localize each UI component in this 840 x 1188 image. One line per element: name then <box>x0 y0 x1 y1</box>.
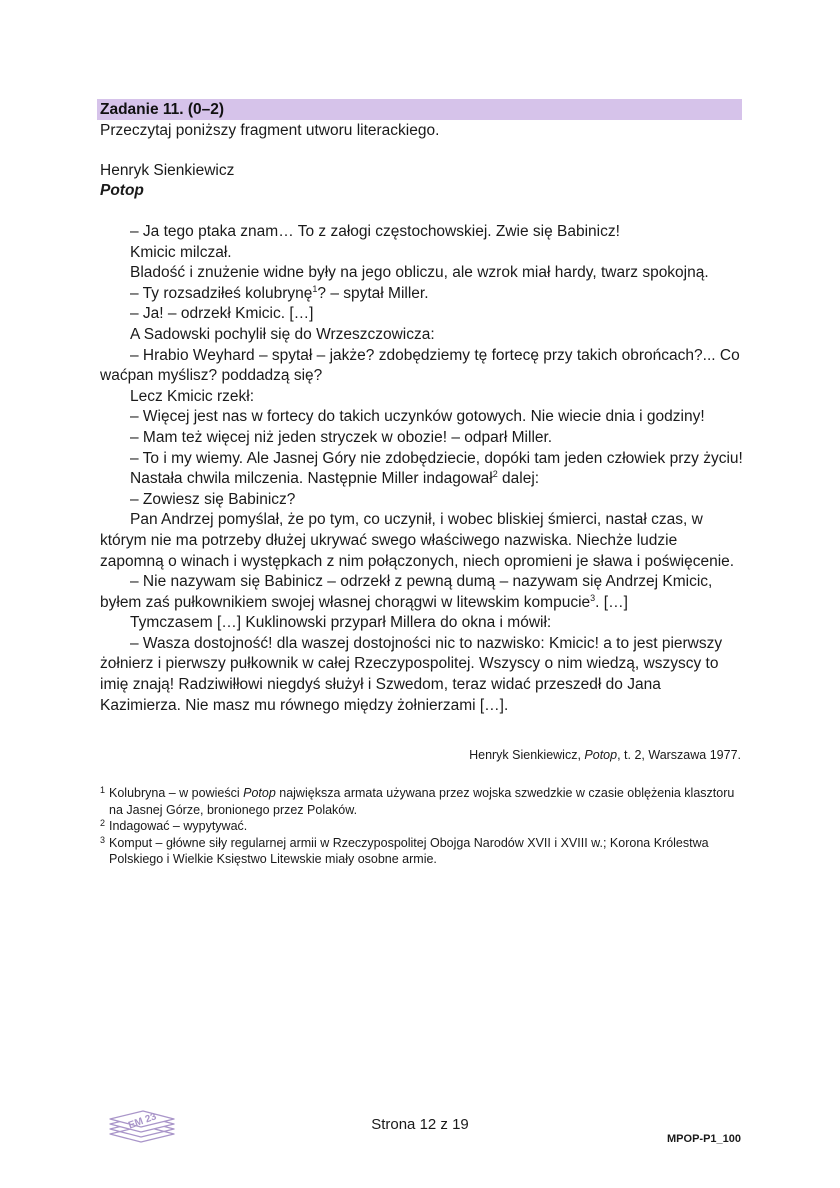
footnote-text: Indagować – wypytywać. <box>109 819 248 834</box>
passage-text: – Nie nazywam się Babinicz – odrzekł z pewną dumą – nazywam się Andrzej Kmicic, byłem zaś pułkownikiem swojej własnej chorągwi w litewskim kompucie <box>100 573 713 611</box>
passage-paragraph: – Mam też więcej niż jeden stryczek w obozie! – odparł Miller. <box>130 428 553 446</box>
passage-paragraph: Kmicic milczał. <box>130 243 232 261</box>
page-number: Strona 12 z 19 <box>371 1116 469 1133</box>
footnote-item <box>100 785 740 818</box>
passage-paragraph <box>100 469 745 490</box>
passage-text: Nastała chwila milczenia. Następnie Miller indagował <box>130 470 493 488</box>
footnote-number: 3 <box>100 834 106 845</box>
passage-paragraph: – Zowiesz się Babinicz? <box>130 490 296 508</box>
passage-paragraph: Tymczasem […] Kuklinowski przyparł Millera do okna i mówił: <box>130 614 552 632</box>
source-author: Henryk Sienkiewicz, <box>469 748 585 762</box>
passage-paragraph: – Ja tego ptaka znam… To z załogi częstochowskiej. Zwie się Babinicz! <box>130 223 620 240</box>
source-citation <box>100 747 741 763</box>
footnote-text: największa armata używana przez wojska szwedzkie w czasie oblężenia klasztoru na Jasnej Górze, bronionego przez Polaków. <box>109 786 735 817</box>
passage-paragraph: Pan Andrzej pomyślał, że po tym, co uczynił, i wobec bliskiej śmierci, nastał czas, w którym nie ma potrzeby dłużej ukrywać swego właściwego nazwiska. Niechże ludzie zapomną o winach i występkach z nim połączonych, niech opromieni je sława i poświęcenie. <box>100 511 735 570</box>
footnote-item <box>100 818 740 835</box>
work-title: Potop <box>100 182 144 199</box>
passage-paragraph <box>100 284 745 305</box>
passage-text: ? – spytał Miller. <box>317 284 429 302</box>
author-name: Henryk Sienkiewicz <box>100 162 235 179</box>
passage-paragraph: Bladość i znużenie widne były na jego obliczu, ale wzrok miał hardy, twarz spokojną. <box>130 264 709 282</box>
passage-paragraph: – Więcej jest nas w fortecy do takich uczynków gotowych. Nie wiecie dnia i godziny! <box>130 408 705 426</box>
footnote-item <box>100 835 740 868</box>
literary-passage <box>100 222 745 716</box>
footnote-text: Kolubryna – w powieści <box>109 786 244 800</box>
footnote-reference: 2 <box>492 468 498 479</box>
passage-paragraph: – Hrabio Weyhard – spytał – jakże? zdobędziemy tę fortecę przy takich obrońcach?... Co waćpan myślisz? poddadzą się? <box>100 346 740 385</box>
passage-text: dalej: <box>497 470 540 488</box>
footnotes <box>100 785 740 868</box>
passage-paragraph: – To i my wiemy. Ale Jasnej Góry nie zdobędziecie, dopóki tam jeden człowiek przy życiu! <box>130 449 743 467</box>
footnote-italic-text: Potop <box>243 786 276 800</box>
footnote-number: 1 <box>100 785 106 795</box>
passage-text: – Ty rozsadziłeś kolubrynę <box>130 284 313 302</box>
passage-paragraph: A Sadowski pochylił się do Wrzeszczowicza: <box>130 325 435 343</box>
footnote-reference: 1 <box>312 283 318 294</box>
logo-text: EM 23 <box>127 1111 158 1132</box>
document-code: MPOP-P1_100 <box>667 1133 741 1145</box>
task-instruction: Przeczytaj poniższy fragment utworu literackiego. <box>100 122 440 139</box>
task-title: Zadanie 11. (0–2) <box>100 101 225 118</box>
passage-paragraph: – Ja! – odrzekł Kmicic. […] <box>130 305 314 323</box>
source-details: , t. 2, Warszawa 1977. <box>617 748 741 762</box>
passage-paragraph: Lecz Kmicic rzekł: <box>130 387 255 405</box>
passage-text: . […] <box>595 593 628 611</box>
footnote-text: Komput – główne siły regularnej armii w Rzeczypospolitej Obojga Narodów XVII i XVIII w.; Korona Królestwa Polskiego i Wielkie Księstwo Litewskie miały osobne armie. <box>109 835 709 867</box>
source-title: Potop <box>584 748 618 762</box>
footnote-reference: 3 <box>590 592 596 603</box>
passage-paragraph: – Wasza dostojność! dla waszej dostojności nic to nazwisko: Kmicic! a to jest pierwszy żołnierz i pierwszy pułkownik w całej Rzeczypospolitej. Wszyscy o nim wiedzą, wszyscy to imię znają! Radziwiłłowi niegdyś służył i Szwedom, teraz widać przeszedł do Jana Kazimierza. Nie masz mu równego między żołnierzami […]. <box>100 634 723 714</box>
passage-paragraph <box>100 572 745 613</box>
footnote-number: 2 <box>100 818 106 829</box>
